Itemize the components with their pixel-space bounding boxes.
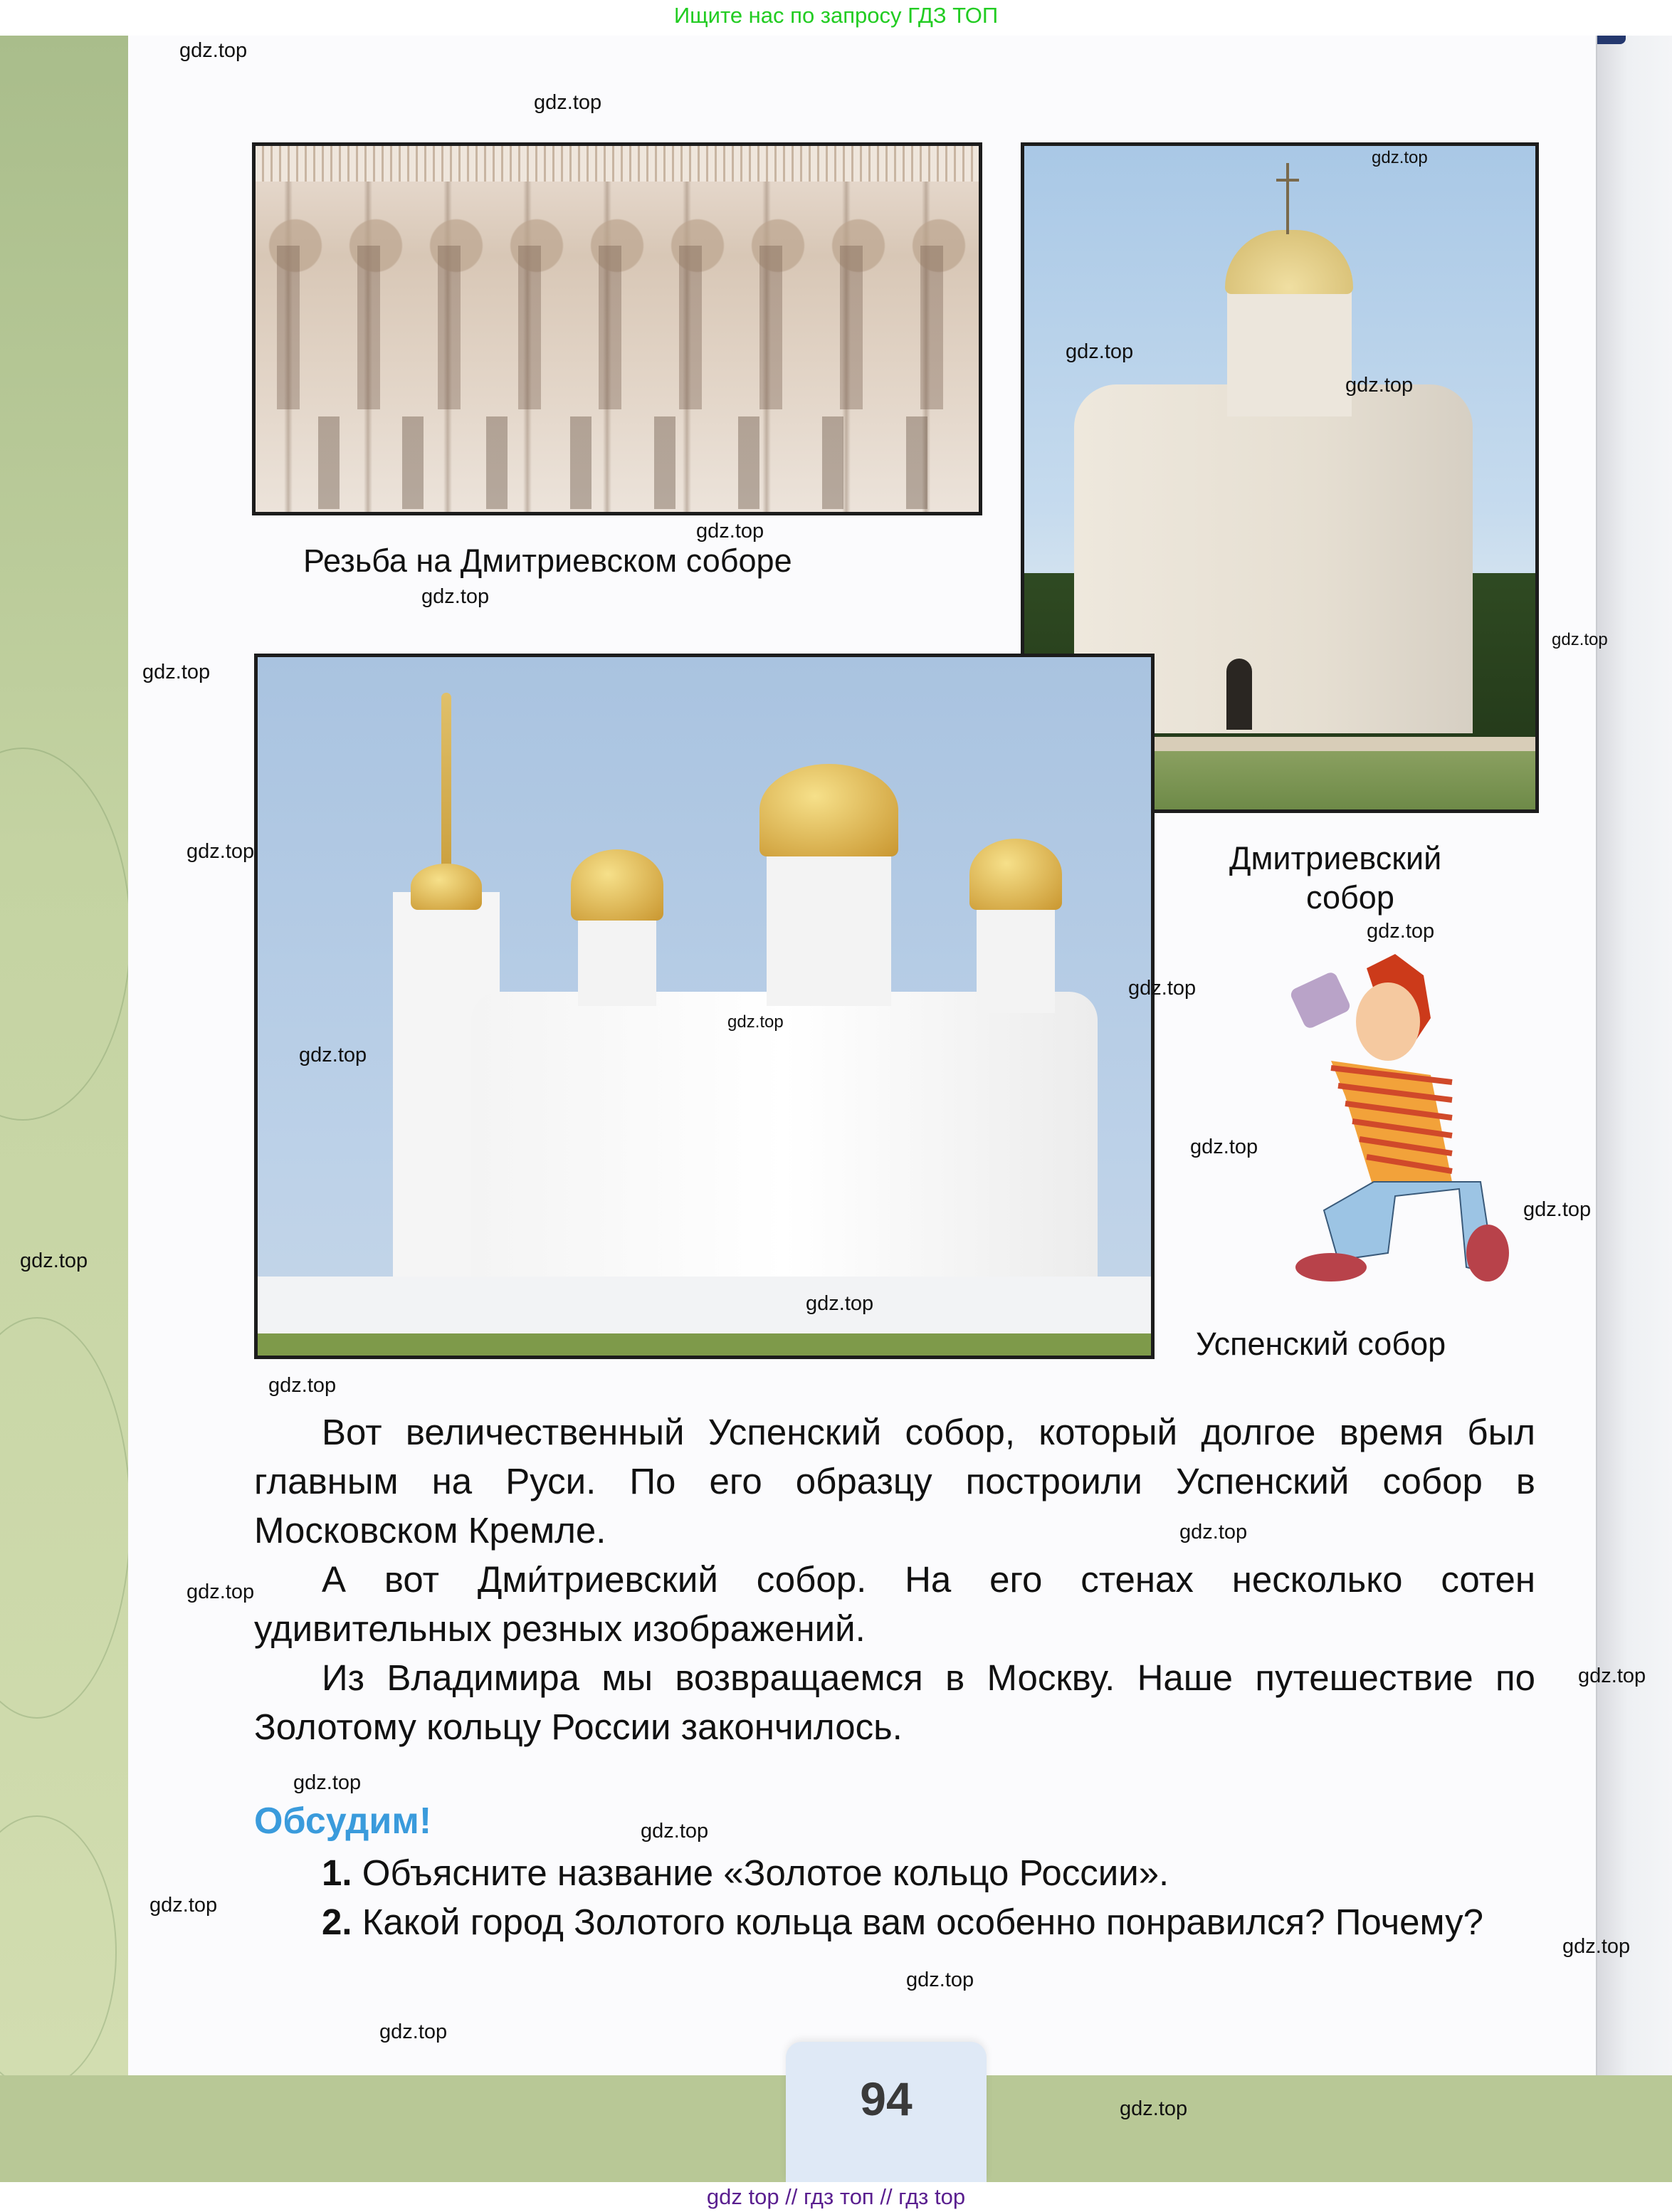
banner-text: Ищите нас по запросу ГДЗ ТОП bbox=[673, 3, 999, 28]
watermark: gdz.top bbox=[299, 1044, 367, 1066]
dmitrievsky-caption-line1: Дмитриевский bbox=[1229, 840, 1442, 876]
next-page-edge bbox=[1596, 36, 1672, 2075]
watermark: gdz.top bbox=[1066, 340, 1134, 363]
leaf-decoration bbox=[0, 1815, 117, 2089]
discuss-heading: Обсудим! bbox=[254, 1800, 432, 1842]
watermark: gdz.top bbox=[293, 1771, 362, 1794]
question-number: 2. bbox=[322, 1902, 352, 1942]
question-text: Какой город Золотого кольца вам особенно понравился? Почему? bbox=[362, 1902, 1484, 1942]
watermark: gdz.top bbox=[149, 1894, 218, 1917]
watermark: gdz.top bbox=[1562, 1935, 1631, 1958]
boy-with-camera-illustration bbox=[1281, 954, 1509, 1296]
watermark: gdz.top bbox=[1190, 1136, 1258, 1158]
footer-text: gdz top // гдз топ // гдз top bbox=[706, 2184, 966, 2209]
question-number: 1. bbox=[322, 1852, 352, 1893]
uspensky-cathedral-photo bbox=[254, 654, 1155, 1359]
watermark: gdz.top bbox=[1128, 977, 1197, 1000]
watermark: gdz.top bbox=[1179, 1521, 1248, 1543]
watermark: gdz.top bbox=[1552, 630, 1608, 649]
leaf-decoration bbox=[0, 748, 131, 1121]
watermark: gdz.top bbox=[186, 1581, 255, 1603]
uspensky-caption: Успенский собор bbox=[1196, 1326, 1446, 1362]
watermark: gdz.top bbox=[1372, 148, 1428, 167]
page-number-tab bbox=[786, 2042, 987, 2182]
watermark: gdz.top bbox=[1578, 1665, 1646, 1687]
watermark: gdz.top bbox=[727, 1012, 784, 1032]
footer-watermark bbox=[0, 2182, 1672, 2212]
main-text bbox=[254, 1408, 1535, 1751]
watermark: gdz.top bbox=[421, 585, 490, 608]
discussion-question-2 bbox=[254, 1897, 1535, 1946]
paragraph-uspensky: Вот величественный Успенский собор, который долгое время был главным на Руси. По его образцу построили Успенский собор в Московском Кремле. bbox=[254, 1412, 1535, 1551]
watermark: gdz.top bbox=[142, 661, 211, 683]
watermark: gdz.top bbox=[534, 91, 602, 114]
question-text: Объясните название «Золотое кольцо России». bbox=[362, 1852, 1169, 1893]
top-banner bbox=[0, 0, 1672, 36]
watermark: gdz.top bbox=[1120, 2097, 1188, 2120]
watermark: gdz.top bbox=[696, 520, 764, 542]
paragraph-dmitrievsky: А вот Дми́триевский собор. На его стенах несколько сотен удивительных резных изображений. bbox=[254, 1559, 1535, 1649]
watermark: gdz.top bbox=[1523, 1198, 1592, 1221]
discussion-question-1 bbox=[254, 1848, 1535, 1897]
carving-caption: Резьба на Дмитриевском соборе bbox=[303, 542, 792, 579]
watermark: gdz.top bbox=[186, 840, 255, 863]
watermark: gdz.top bbox=[906, 1969, 974, 1991]
watermark: gdz.top bbox=[641, 1820, 709, 1843]
paragraph-return: Из Владимира мы возвращаемся в Москву. Наше путешествие по Золотому кольцу России закончилось. bbox=[254, 1657, 1535, 1747]
watermark: gdz.top bbox=[268, 1374, 337, 1397]
watermark: gdz.top bbox=[1367, 920, 1435, 943]
watermark: gdz.top bbox=[1345, 374, 1414, 397]
dmitrievsky-caption-line2: собор bbox=[1306, 879, 1394, 916]
watermark: gdz.top bbox=[179, 39, 248, 62]
left-margin-decoration bbox=[0, 36, 128, 2075]
carving-photo bbox=[252, 142, 982, 515]
page-number: 94 bbox=[860, 2072, 913, 2125]
watermark: gdz.top bbox=[806, 1292, 874, 1315]
watermark: gdz.top bbox=[20, 1249, 88, 1272]
watermark: gdz.top bbox=[379, 2020, 448, 2043]
leaf-decoration bbox=[0, 1317, 131, 1719]
